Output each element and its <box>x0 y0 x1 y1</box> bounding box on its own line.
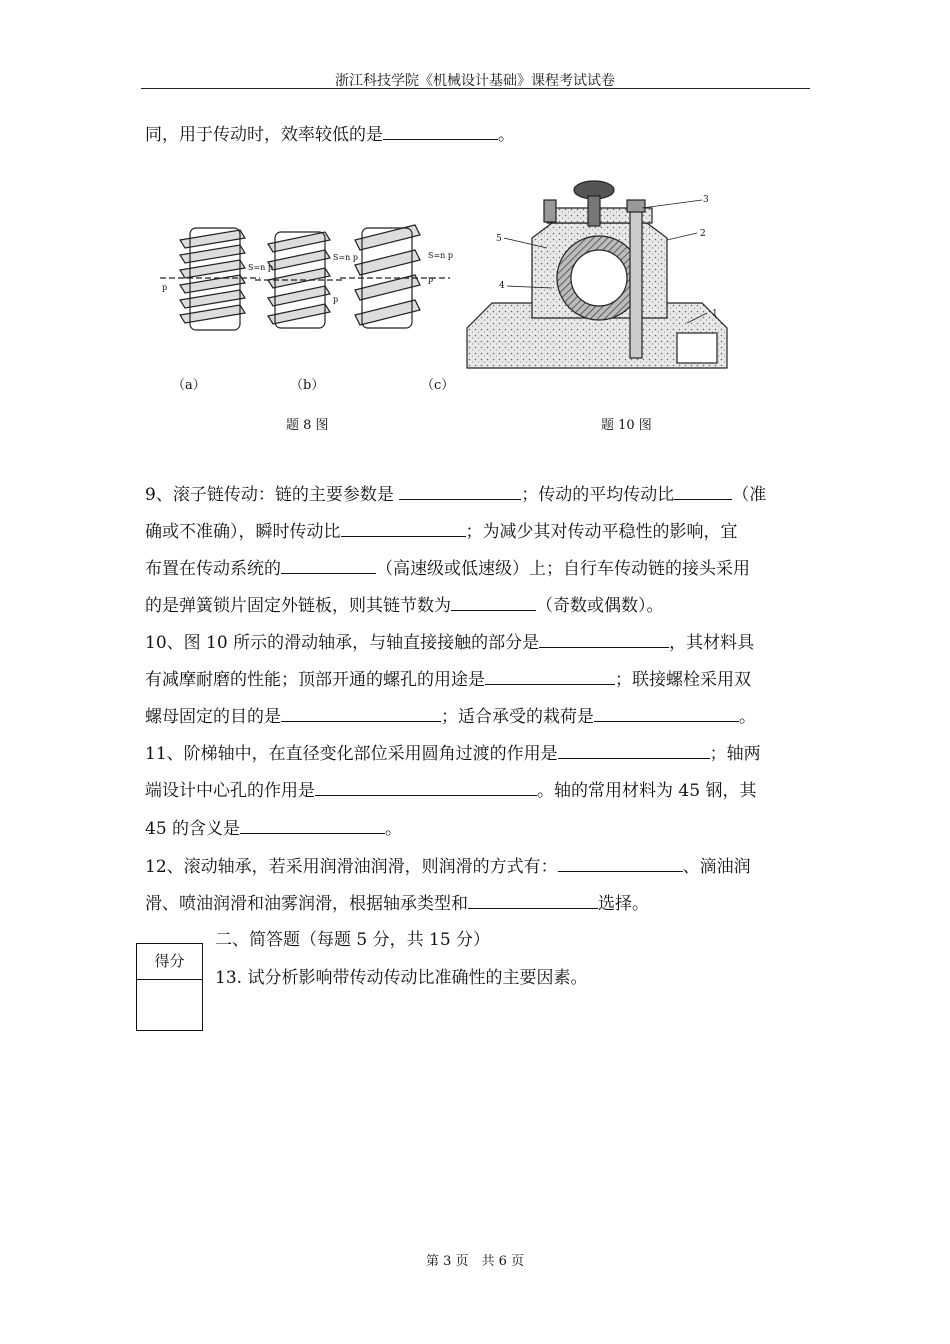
q11-text: ；轴两 <box>709 744 761 764</box>
q11-text: 。 <box>385 819 403 839</box>
fig8-caption: 题 8 图 <box>286 418 329 433</box>
callout-1: 1 <box>712 309 718 319</box>
figure8-worms <box>150 210 470 340</box>
q10-text: ；适合承受的栽荷是 <box>441 707 594 727</box>
q10-blank-3[interactable] <box>281 706 441 722</box>
figure10-bearing <box>462 178 734 378</box>
q8-tail-line <box>145 124 809 145</box>
nut-left <box>544 200 556 222</box>
q12-text: 滑、喷油润滑和油雾润滑，根据轴承类型和 <box>145 894 468 914</box>
q9-text: 9、滚子链传动：链的主要参数是 <box>145 485 394 505</box>
q9-blank-3[interactable] <box>341 521 466 537</box>
q11-blank-3[interactable] <box>240 818 385 834</box>
q9-text: （准 <box>732 485 767 505</box>
page-footer: 第 3 页 共 6 页 <box>425 1254 525 1269</box>
dim-label: p <box>333 295 339 304</box>
callout-4: 4 <box>499 281 505 291</box>
q10-blank-2[interactable] <box>485 669 615 685</box>
q11-line-3 <box>145 818 809 839</box>
q9-text: （高速级或低速级）上；自行车传动链的接头采用 <box>376 559 750 579</box>
q10-text: ；联接螺栓采用双 <box>615 670 751 690</box>
q11-line-1 <box>145 743 809 764</box>
q12-blank-1[interactable] <box>558 856 683 872</box>
q9-line-2 <box>145 521 809 542</box>
q11-text: 45 的含义是 <box>145 819 241 839</box>
q12-text: 12、滚动轴承，若采用润滑油润滑，则润滑的方式有： <box>145 857 558 877</box>
q9-text: 布置在传动系统的 <box>145 559 281 579</box>
q11-line-2 <box>145 780 809 801</box>
q9-line-4 <box>145 595 809 616</box>
q9-text: ；传动的平均传动比 <box>521 485 675 505</box>
q11-text: 端设计中心孔的作用是 <box>145 781 315 801</box>
q12-blank-2[interactable] <box>468 893 598 909</box>
section2-title: 二、简答题（每题 5 分，共 15 分） <box>215 930 491 950</box>
dim-label: p <box>162 283 168 292</box>
callout-3: 3 <box>703 195 709 205</box>
oil-hole <box>588 196 600 226</box>
callout-2: 2 <box>700 229 706 239</box>
q10-text: ，其材料具 <box>669 633 755 653</box>
fig8-label-b: （b） <box>290 378 325 393</box>
q8-blank[interactable] <box>383 124 498 140</box>
q10-text: 有减摩耐磨的性能；顶部开通的螺孔的用途是 <box>145 670 485 690</box>
worm-a <box>160 228 260 330</box>
q10-line-2 <box>145 669 809 690</box>
q11-blank-1[interactable] <box>558 743 710 759</box>
q9-blank-2[interactable] <box>674 484 732 500</box>
q10-text: 螺母固定的目的是 <box>145 707 281 727</box>
q11-blank-2[interactable] <box>315 780 537 796</box>
q10-text: 。 <box>739 707 756 727</box>
q8-text: 同，用于传动时，效率较低的是 <box>145 125 383 145</box>
q12-text: 、滴油润 <box>682 857 751 877</box>
dim-label: S=n p <box>333 253 358 262</box>
worm-c <box>340 225 450 328</box>
base-slot <box>677 333 717 363</box>
q10-blank-1[interactable] <box>539 632 669 648</box>
q9-line-1 <box>145 484 809 505</box>
dim-label: S=n p <box>428 251 453 260</box>
page-header: 浙江科技学院《机械设计基础》课程考试试卷 <box>335 73 615 89</box>
q13-question: 13. 试分析影响带传动传动比准确性的主要因素。 <box>215 968 588 988</box>
worm-b <box>255 232 345 328</box>
score-box[interactable] <box>136 943 203 1031</box>
q12-line-2 <box>145 893 809 914</box>
fig8-label-c: （c） <box>421 378 455 393</box>
q10-text: 10、图 10 所示的滑动轴承，与轴直接接触的部分是 <box>145 633 540 653</box>
q11-text: 11、阶梯轴中，在直径变化部位采用圆角过渡的作用是 <box>145 744 558 764</box>
q9-text: 的是弹簧锁片固定外链板，则其链节数为 <box>145 596 451 616</box>
q9-line-3 <box>145 558 809 579</box>
q9-blank-4[interactable] <box>281 558 376 574</box>
fig10-caption: 题 10 图 <box>601 418 652 433</box>
q10-line-1 <box>145 632 809 653</box>
q10-blank-4[interactable] <box>594 706 739 722</box>
shaft-hole <box>571 250 627 306</box>
q9-text: （奇数或偶数）。 <box>536 596 664 616</box>
q12-line-1 <box>145 856 809 877</box>
q10-line-3 <box>145 706 809 727</box>
q8-end: 。 <box>498 125 515 145</box>
q11-text: 。轴的常用材料为 45 钢，其 <box>537 781 757 801</box>
score-label: 得分 <box>137 944 202 980</box>
header-rule <box>141 88 810 89</box>
dim-label: S=n p <box>248 263 273 272</box>
q9-text: 确或不准确），瞬时传动比 <box>145 522 341 542</box>
q9-blank-5[interactable] <box>451 595 536 611</box>
fig8-label-a: （a） <box>172 378 206 393</box>
bolt-right <box>630 208 642 358</box>
q9-blank-1[interactable] <box>399 484 521 500</box>
callout-5: 5 <box>496 234 502 244</box>
q12-text: 选择。 <box>598 894 649 914</box>
dim-label: p <box>428 275 434 284</box>
q9-text: ；为减少其对传动平稳性的影响，宜 <box>465 522 738 542</box>
nut-right <box>627 200 645 212</box>
